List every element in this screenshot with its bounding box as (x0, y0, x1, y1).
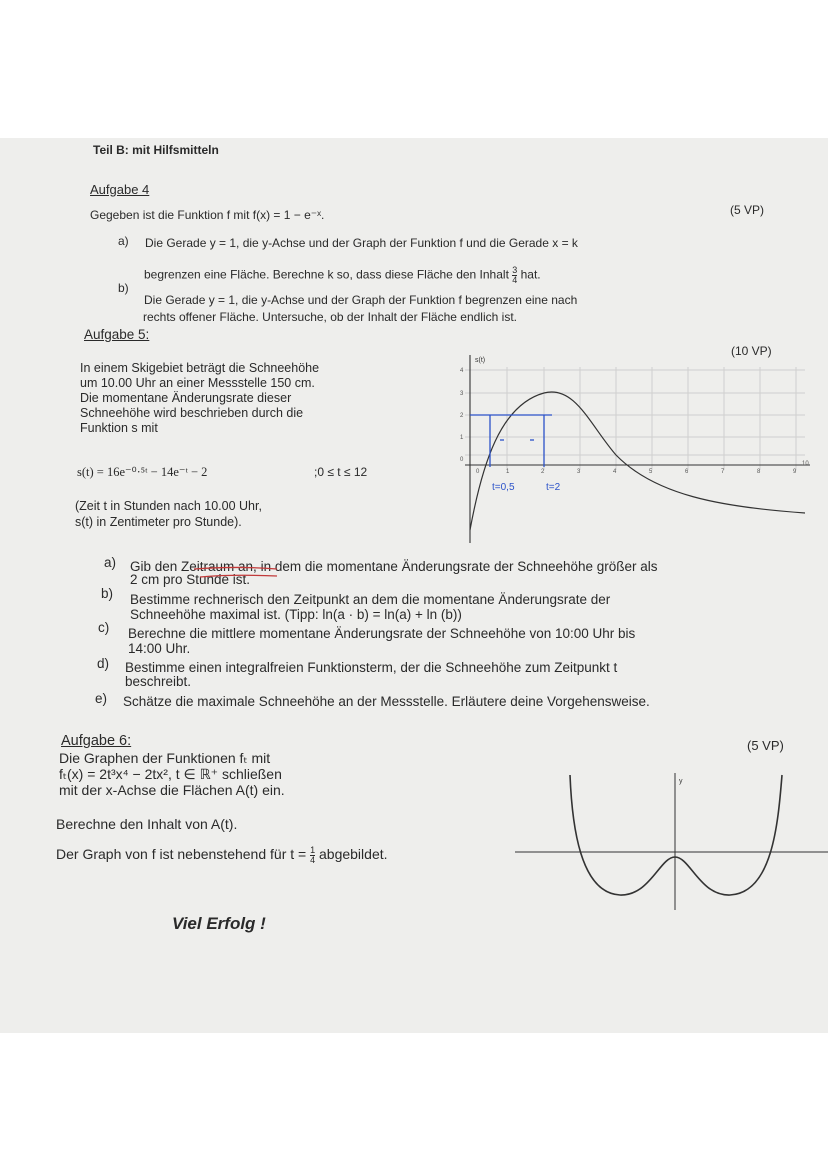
x-tick: 10 (802, 461, 809, 467)
y-tick: 4 (460, 368, 464, 374)
x-tick: 2 (541, 469, 545, 475)
item-text: Schätze die maximale Schneehöhe an der Messstelle. Erläutere deine Vorgehensweise. (123, 694, 650, 709)
item-text: Bestimme einen integralfreien Funktionsterm, der die Schneehöhe zum Zeitpunkt t (125, 660, 618, 675)
note-line: (Zeit t in Stunden nach 10.00 Uhr, (75, 499, 262, 513)
aufgabe6-text (59, 750, 285, 798)
item-label: c) (98, 620, 110, 635)
fraction-denominator: 4 (310, 855, 316, 865)
item-text: beschreibt. (125, 674, 192, 689)
hand-annotations (470, 415, 552, 467)
intro-line: In einem Skigebiet beträgt die Schneehöhe (80, 361, 320, 375)
aufgabe4-intro: Gegeben ist die Funktion f mit f(x) = 1 − e⁻ˣ. (90, 208, 325, 222)
aufgabe4-a-line1: Die Gerade y = 1, die y-Achse und der Graph der Funktion f und die Gerade x = k (145, 236, 578, 250)
aufgabe4-title: Aufgabe 4 (90, 182, 150, 197)
aufgabe4-a-line2 (144, 266, 541, 285)
aufgabe4-b-line2: rechts offener Fläche. Untersuche, ob der Inhalt der Fläche endlich ist. (143, 310, 517, 324)
y-tick: 0 (460, 457, 464, 463)
item-text: Berechne die mittlere momentane Änderungsrate der Schneehöhe von 10:00 Uhr bis (128, 626, 636, 641)
x-tick: 9 (793, 469, 797, 475)
x-tick: 4 (613, 469, 617, 475)
aufgabe4-b-line1: Die Gerade y = 1, die y-Achse und der Graph der Funktion f begrenzen eine nach (144, 293, 578, 307)
red-underline (192, 565, 282, 579)
aufgabe4-points: (5 VP) (730, 203, 765, 217)
hand-note-t2: t=2 (546, 482, 561, 493)
item-text: 2 cm pro Stunde ist. (130, 572, 251, 587)
aufgabe4-a-label: a) (118, 234, 129, 248)
item-label: d) (97, 656, 110, 671)
y-tick: 3 (460, 391, 464, 397)
item-label: e) (95, 691, 108, 706)
intro-line: Die momentane Änderungsrate dieser (80, 391, 292, 405)
rate-graph (440, 345, 825, 550)
graph-axis-label: s(t) (475, 357, 486, 364)
item-text: Schneehöhe maximal ist. (Tipp: ln(a · b) = ln(a) + ln (b)) (130, 607, 462, 622)
quartic-curve (570, 775, 782, 895)
graph-axis-label-y: y (679, 778, 683, 785)
graph-note-text: Der Graph von f ist nebenstehend für t = (56, 846, 307, 863)
aufgabe6-title: Aufgabe 6: (61, 733, 132, 749)
intro-line: Schneehöhe wird beschrieben durch die (80, 406, 304, 420)
aufgabe4-a-text: begrenzen eine Fläche. Berechne k so, dass diese Fläche den Inhalt (144, 267, 509, 282)
hand-note-t05: t=0,5 (492, 482, 515, 493)
closing-text: Viel Erfolg ! (172, 914, 266, 933)
aufgabe5-note (75, 498, 262, 530)
fraction-numerator: 3 (512, 265, 518, 275)
aufgabe6-graph-note (56, 846, 388, 865)
item-text: Bestimme rechnerisch den Zeitpunkt an dem die momentane Änderungsrate der (130, 592, 611, 607)
aufgabe5-formula: s(t) = 16e⁻⁰·⁵ᵗ − 14e⁻ᵗ − 2 (77, 465, 208, 479)
aufgabe4-a-text-end: hat. (520, 267, 541, 282)
aufgabe6-line: mit der x-Achse die Flächen A(t) ein. (59, 782, 285, 798)
x-tick: 3 (577, 469, 581, 475)
aufgabe6-task: Berechne den Inhalt von A(t). (56, 816, 238, 832)
x-tick: 8 (757, 469, 761, 475)
quartic-graph (510, 765, 828, 915)
aufgabe6-line: fₜ(x) = 2t³x⁴ − 2tx², t ∈ ℝ⁺ schließen (59, 766, 282, 782)
item-text: Gib den Zeitraum an, in dem die momentane Änderungsrate der Schneehöhe größer als (130, 559, 658, 574)
y-tick: 2 (460, 413, 464, 419)
intro-line: Funktion s mit (80, 421, 158, 435)
fraction (512, 266, 517, 285)
section-header: Teil B: mit Hilfsmitteln (93, 143, 219, 157)
item-text: 14:00 Uhr. (128, 641, 191, 656)
x-tick: 7 (721, 469, 725, 475)
y-tick: 1 (460, 435, 464, 441)
item-label: b) (101, 586, 114, 601)
fraction-denominator: 4 (512, 275, 518, 285)
x-tick: 0 (476, 469, 480, 475)
graph-note-text-end: abgebildet. (319, 846, 388, 863)
item-label: a) (104, 555, 117, 570)
aufgabe5-points: (10 VP) (731, 344, 772, 358)
fraction (310, 846, 315, 865)
aufgabe6-line: Die Graphen der Funktionen fₜ mit (59, 750, 271, 766)
graph-grid (465, 367, 805, 470)
rate-curve (470, 392, 805, 530)
aufgabe5-domain: ;0 ≤ t ≤ 12 (314, 465, 368, 479)
x-tick-labels (476, 461, 809, 475)
note-line: s(t) in Zentimeter pro Stunde). (75, 515, 242, 529)
intro-line: um 10.00 Uhr an einer Messstelle 150 cm. (80, 376, 315, 390)
x-tick: 5 (649, 469, 653, 475)
x-tick: 6 (685, 469, 689, 475)
y-tick-labels (460, 368, 464, 463)
aufgabe6-points: (5 VP) (747, 738, 784, 753)
aufgabe5-intro (80, 361, 319, 436)
fraction-numerator: 1 (310, 845, 316, 855)
aufgabe5-title: Aufgabe 5: (84, 327, 150, 342)
aufgabe4-b-label: b) (118, 281, 129, 295)
x-tick: 1 (506, 469, 510, 475)
